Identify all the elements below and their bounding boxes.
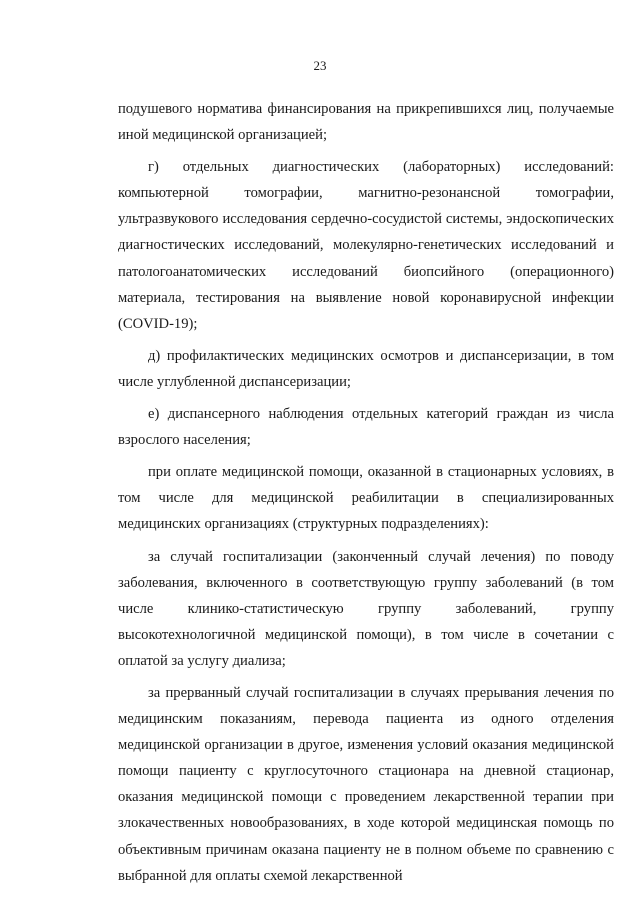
paragraph-1: подушевого норматива финансирования на прикрепившихся лиц, получаемые иной медицинской организацией; [118,101,614,144]
document-body [118,96,614,889]
paragraph-item-e: е) диспансерного наблюдения отдельных категорий граждан из числа взрослого населения; [118,406,614,449]
paragraph-interrupted-case: за прерванный случай госпитализации в случаях прерывания лечения по медицинским показаниям, перевода пациента из одного отделения медицинской организации в другое, изменения условий оказания медицинской помощи пациенту с круглосуточного стационара на дневной стационар, оказания медицинской помощи с проведением лекарственной терапии при злокачественных новообразованиях, в ходе которой медицинская помощь по объективным причинам оказана пациенту не в полном объеме по сравнению с выбранной для оплаты схемой лекарственной [118,684,614,884]
paragraph-item-d: д) профилактических медицинских осмотров и диспансеризации, в том числе углубленной диспансеризации; [118,347,614,390]
paragraph-item-g: г) отдельных диагностических (лабораторных) исследований: компьютерной томографии, магнитно-резонансной томографии, ультразвукового исследования сердечно-сосудистой системы, эндоскопических диагностических исследований, молекулярно-генетических исследований и патологоанатомических исследований биопсийного (операционного) материала, тестирования на выявление новой коронавирусной инфекции (COVID-19); [118,159,614,332]
paragraph-hospitalization-case: за случай госпитализации (законченный случай лечения) по поводу заболевания, включенного в соответствующую группу заболеваний (в том числе клинико-статистическую группу заболеваний, группу высокотехнологичной медицинской помощи), в том числе в сочетании с оплатой за услугу диализа; [118,548,614,669]
paragraph-inpatient-payment: при оплате медицинской помощи, оказанной в стационарных условиях, в том числе для медицинской реабилитации в специализированных медицинских организациях (структурных подразделениях): [118,464,614,533]
page-number: 23 [313,58,327,73]
